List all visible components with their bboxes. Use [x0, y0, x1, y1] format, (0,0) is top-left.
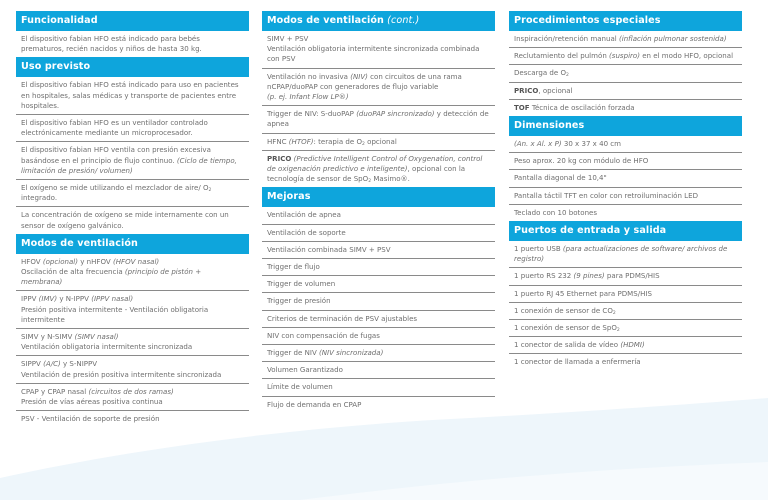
spec-row — [16, 291, 249, 329]
spec-text: Pantalla táctil TFT en color con retroiluminación LED — [514, 190, 698, 200]
spec-row — [509, 268, 742, 285]
spec-row — [509, 48, 742, 65]
spec-text: Ventilación obligatoria intermitente sincronizada combinada con PSV — [267, 44, 480, 64]
spec-text: (A/C) — [43, 359, 61, 369]
spec-row — [16, 31, 249, 57]
spec-text: El dispositivo fabian HFO es un ventilador controlado electrónicamente mediante un microprocesador. — [21, 118, 208, 138]
spec-text: El dispositivo fabian HFO ventila con presión excesiva basándose en el principio de flujo continuo. — [21, 145, 211, 165]
spec-row — [16, 411, 249, 427]
spec-row — [509, 100, 742, 116]
spec-text: Límite de volumen — [267, 382, 333, 392]
spec-text: integrado. — [21, 193, 58, 203]
spec-row — [262, 397, 495, 413]
spec-text: para PDMS/HIS — [604, 271, 660, 281]
spec-text: Trigger de flujo — [267, 262, 320, 272]
spec-text: HFOV — [21, 256, 43, 266]
subscript-text: 2 — [368, 179, 372, 185]
spec-text: Ventilación de apnea — [267, 210, 341, 220]
spec-text: Trigger de NIV — [267, 348, 320, 358]
spec-text: (duoPAP sincronizado) — [356, 109, 435, 119]
spec-text: Oscilación de alta frecuencia — [21, 267, 125, 277]
section-header — [509, 11, 742, 31]
spec-row — [509, 205, 742, 221]
spec-text: con circuitos de una rama — [367, 71, 462, 81]
spec-text: (NIV sincronizada) — [319, 348, 384, 358]
section-header — [509, 116, 742, 136]
spec-text: 1 conector de salida de vídeo — [514, 340, 621, 350]
spec-row — [262, 293, 495, 310]
section-header — [16, 11, 249, 31]
spec-row — [509, 188, 742, 205]
spec-row — [16, 180, 249, 207]
spec-row — [16, 356, 249, 383]
spec-text: (HTOF) — [288, 136, 314, 146]
section-header — [16, 57, 249, 77]
spec-text: Inspiración/retención manual — [514, 34, 619, 43]
spec-text: 1 conexión de sensor de CO — [514, 305, 613, 315]
spec-text: Presión de vías aéreas positiva continua — [21, 397, 163, 407]
subscript-text: 2 — [362, 141, 365, 147]
section-title-suffix: (cont.) — [383, 15, 420, 26]
spec-text: (circuitos de dos ramas) — [88, 386, 174, 396]
spec-row — [262, 328, 495, 345]
section-title: Procedimientos especiales — [514, 15, 661, 26]
spec-row — [262, 207, 495, 224]
spec-text: (SIMV nasal) — [74, 332, 119, 342]
spec-text: Flujo de demanda en CPAP — [267, 399, 362, 409]
section-procedimientos-especiales — [509, 11, 742, 116]
spec-text: 1 conexión de sensor de SpO — [514, 323, 617, 333]
spec-text: (9 pines) — [573, 271, 605, 281]
spec-text: (suspiro) — [609, 51, 640, 61]
spec-row — [16, 329, 249, 356]
spec-text: y S-NIPPV — [60, 359, 98, 369]
spec-text: El dispositivo fabian HFO está indicado para uso en pacientes en hospitales, salas médicas y transporte de pacientes entre hospitales. — [21, 80, 239, 110]
spec-text: , opcional con la tecnología de sensor de SpO — [267, 164, 466, 184]
spec-text: Ventilación no invasiva — [267, 71, 351, 81]
spec-text: (p. ej. Infant Flow LP®) — [267, 92, 349, 102]
spec-text: SIMV y N-SIMV — [21, 332, 75, 342]
spec-text: nCPAP/duoPAP con generadores de flujo variable — [267, 81, 439, 91]
spec-text: La concentración de oxígeno se mide internamente con un sensor de oxígeno galvánico. — [21, 210, 229, 230]
spec-text: 1 conector de llamada a enfermería — [514, 357, 641, 367]
subscript-text: 2 — [208, 188, 212, 194]
section-title: Uso previsto — [21, 61, 91, 73]
spec-text: (IMV) — [38, 294, 58, 304]
spec-text: (inflación pulmonar sostenida) — [618, 34, 727, 43]
section-title: Mejoras — [267, 191, 311, 203]
section-title: Dimensiones — [514, 120, 585, 132]
section-uso-previsto — [16, 57, 249, 233]
spec-text: 1 puerto RS 232 — [514, 271, 574, 281]
subscript-text: 2 — [616, 328, 620, 334]
spec-text: El dispositivo fabian HFO está indicado para bebés prematuros, recién nacidos y niños de hasta 30 kg. — [21, 34, 202, 54]
spec-text: Ventilación de soporte — [267, 227, 346, 237]
spec-row — [16, 254, 249, 292]
section-title: Modos de ventilación — [21, 237, 138, 249]
spec-row — [262, 345, 495, 362]
spec-row — [262, 311, 495, 328]
spec-row — [509, 320, 742, 337]
spec-text: (IPPV nasal) — [91, 294, 134, 304]
section-puertos-de-entrada-y-salida — [509, 221, 742, 371]
spec-row — [509, 303, 742, 320]
spec-text: , opcional — [538, 85, 573, 95]
spec-text: (Ciclo de tiempo, limitación de presión/ volumen) — [21, 155, 237, 175]
subscript-text: 2 — [566, 73, 569, 79]
spec-text: PRICO — [514, 85, 539, 95]
spec-text: IPPV — [21, 294, 39, 304]
spec-text: Criterios de terminación de PSV ajustables — [267, 313, 418, 323]
spec-row — [262, 134, 495, 151]
spec-text: y nHFOV — [78, 256, 113, 266]
spec-text: : terapia de O — [313, 136, 363, 146]
spec-text: (opcional) — [42, 256, 79, 266]
spec-row — [509, 31, 742, 48]
spec-row — [509, 170, 742, 187]
spec-row — [16, 142, 249, 180]
section-mejoras — [262, 187, 495, 412]
spec-row — [509, 241, 742, 268]
spec-text: Ventilación obligatoria intermitente sincronizada — [21, 342, 193, 352]
section-header — [509, 221, 742, 241]
spec-text: 1 puerto USB — [514, 244, 563, 254]
spec-text: Masimo®. — [371, 174, 410, 184]
spec-text: Técnica de oscilación forzada — [529, 102, 635, 112]
section-header — [262, 187, 495, 207]
spec-text: Descarga de O — [514, 68, 567, 78]
spec-row — [262, 276, 495, 293]
spec-row — [16, 384, 249, 411]
spec-text: Peso aprox. 20 kg con módulo de HFO — [514, 156, 649, 166]
spec-text: Pantalla diagonal de 10,4" — [514, 173, 607, 183]
spec-text: (Predictive Intelligent Control of Oxygenation, control de oxigenación predictivo e inteligente) — [267, 153, 483, 174]
spec-text: SIPPV — [21, 359, 44, 369]
section-header — [262, 11, 495, 31]
spec-text: Volumen Garantizado — [267, 365, 343, 375]
spec-text: en el modo HFO, opcional — [639, 51, 734, 61]
spec-text: (para actualizaciones de software/ archivos de registro) — [514, 244, 728, 264]
spec-row — [262, 106, 495, 133]
spec-text: CPAP y CPAP nasal — [21, 386, 89, 396]
spec-text: 30 x 37 x 40 cm — [561, 139, 622, 149]
spec-row — [16, 207, 249, 233]
spec-text: Teclado con 10 botones — [514, 207, 598, 217]
spec-text: (NIV) — [350, 71, 368, 81]
spec-text: SIMV + PSV — [267, 34, 309, 43]
spec-text: (principio de pistón + membrana) — [21, 267, 202, 287]
column-2 — [262, 11, 495, 413]
spec-text: y detección de apnea — [267, 109, 489, 129]
spec-text: opcional — [364, 136, 397, 146]
spec-text: TOF — [514, 102, 530, 112]
spec-row — [509, 354, 742, 370]
spec-row — [509, 337, 742, 354]
spec-row — [509, 153, 742, 170]
spec-row — [262, 379, 495, 396]
spec-text: (HDMI) — [620, 340, 645, 350]
spec-row — [509, 286, 742, 303]
spec-row — [509, 136, 742, 153]
spec-text: (HFOV nasal) — [112, 256, 160, 266]
spec-text: 1 puerto RJ 45 Ethernet para PDMS/HIS — [514, 288, 652, 298]
subscript-text: 2 — [612, 310, 616, 316]
spec-row — [262, 242, 495, 259]
spec-row — [262, 69, 495, 107]
spec-text: HFNC — [267, 136, 289, 146]
spec-text: El oxígeno se mide utilizando el mezclador de aire/ O — [21, 183, 209, 193]
section-header — [16, 234, 249, 254]
spec-text: Trigger de presión — [267, 296, 331, 306]
spec-text: Ventilación combinada SIMV + PSV — [267, 244, 391, 254]
spec-row — [509, 83, 742, 100]
spec-row — [509, 65, 742, 82]
section-title: Modos de ventilación — [267, 15, 384, 26]
spec-text: Presión positiva intermitente - Ventilación obligatoria intermitente — [21, 304, 209, 324]
spec-row — [16, 77, 249, 115]
section-modos-de-ventilacion — [16, 234, 249, 428]
spec-row — [262, 31, 495, 69]
spec-row — [262, 151, 495, 188]
spec-row — [262, 259, 495, 276]
spec-text: NIV con compensación de fugas — [267, 330, 380, 340]
spec-text: PRICO — [267, 153, 292, 163]
spec-text: Trigger de volumen — [267, 279, 336, 289]
section-title: Puertos de entrada y salida — [514, 225, 667, 237]
spec-text: PSV - Ventilación de soporte de presión — [21, 414, 160, 424]
spec-text: Reclutamiento del pulmón — [514, 51, 610, 61]
spec-row — [16, 115, 249, 142]
column-1 — [16, 11, 249, 427]
spec-text: (An. x Al. x P) — [514, 139, 562, 149]
section-dimensiones — [509, 116, 742, 221]
spec-text: Trigger de NIV: S-duoPAP — [267, 109, 357, 119]
spec-text: Ventilación de presión positiva intermitente sincronizada — [21, 369, 222, 379]
spec-row — [262, 225, 495, 242]
section-modos-de-ventilacion — [262, 11, 495, 187]
section-funcionalidad — [16, 11, 249, 57]
spec-text: y N-IPPV — [57, 294, 92, 304]
spec-row — [262, 362, 495, 379]
column-3 — [509, 11, 742, 371]
section-title: Funcionalidad — [21, 15, 98, 26]
